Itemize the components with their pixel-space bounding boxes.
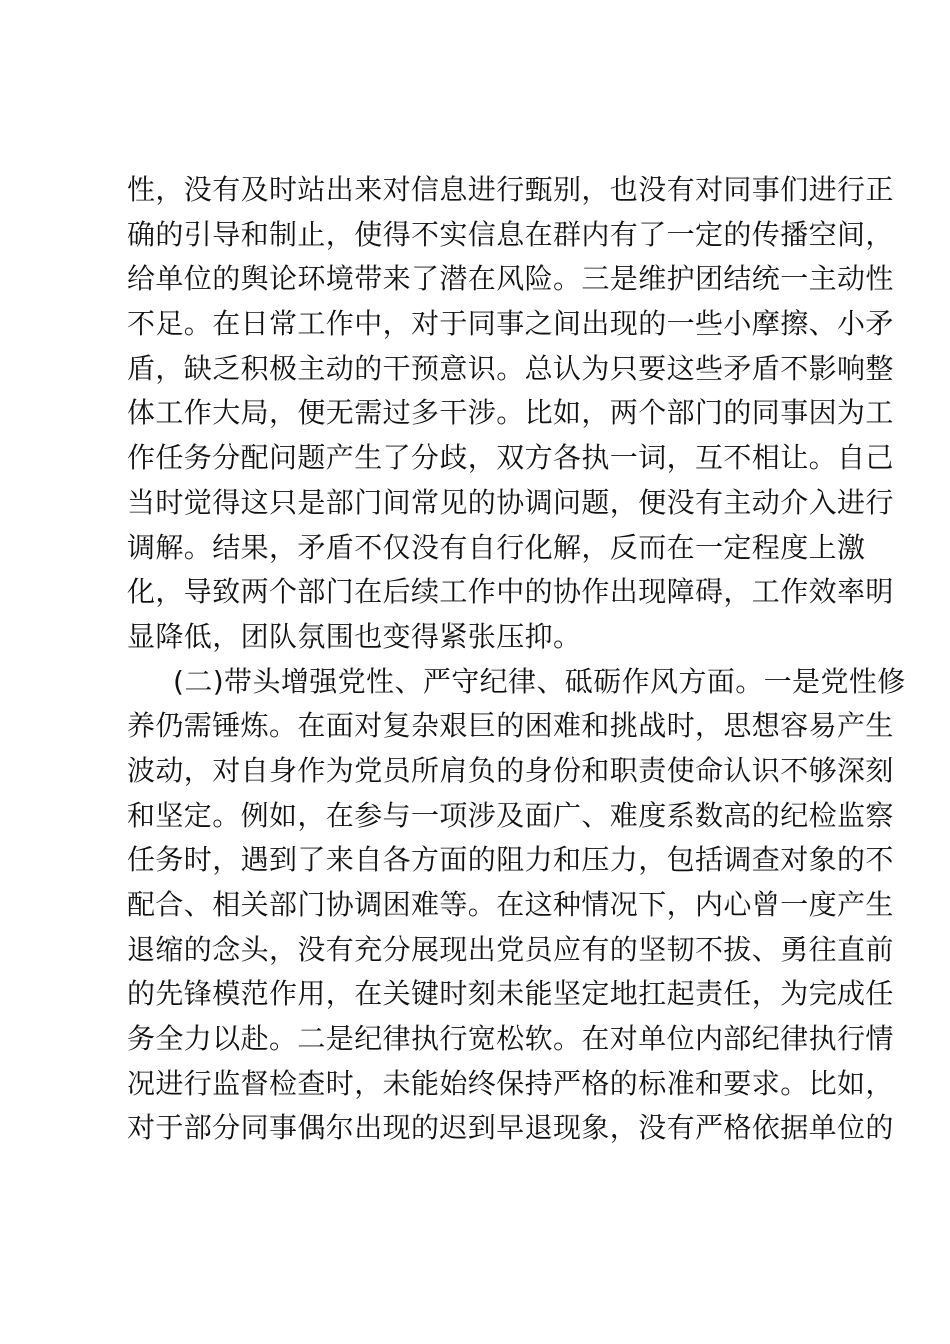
text-line: 务全力以赴。二是纪律执行宽松软。在对单位内部纪律执行情 xyxy=(127,1022,894,1056)
text-line: 给单位的舆论环境带来了潜在风险。三是维护团结统一主动性 xyxy=(127,262,894,296)
body-text xyxy=(127,168,906,1151)
text-line: 当时觉得这只是部门间常见的协调问题，便没有主动介入进行 xyxy=(127,485,894,519)
text-line: 调解。结果，矛盾不仅没有自行化解，反而在一定程度上激 xyxy=(127,530,866,564)
text-line: 性，没有及时站出来对信息进行甄别，也没有对同事们进行正 xyxy=(127,173,894,206)
paragraph-start-line: (二)带头增强党性、严守纪律、砥砺作风方面。一是党性修 xyxy=(173,664,906,698)
text-line: 养仍需锤炼。在面对复杂艰巨的困难和挑战时，思想容易产生 xyxy=(127,709,894,743)
text-line: 作任务分配问题产生了分歧，双方各执一词，互不相让。自己 xyxy=(127,441,894,475)
text-line: 和坚定。例如，在参与一项涉及面广、难度系数高的纪检监察 xyxy=(127,798,894,832)
text-line: 任务时，遇到了来自各方面的阻力和压力，包括调查对象的不 xyxy=(127,843,894,877)
text-line: 显降低，团队氛围也变得紧张压抑。 xyxy=(127,619,582,653)
text-line: 化，导致两个部门在后续工作中的协作出现障碍，工作效率明 xyxy=(127,575,894,609)
text-line: 的先锋模范作用，在关键时刻未能坚定地扛起责任，为完成任 xyxy=(127,977,894,1011)
text-line: 不足。在日常工作中，对于同事之间出现的一些小摩擦、小矛 xyxy=(127,307,894,341)
text-line: 盾，缺乏积极主动的干预意识。总认为只要这些矛盾不影响整 xyxy=(127,351,894,385)
text-line: 况进行监督检查时，未能始终保持严格的标准和要求。比如， xyxy=(127,1066,894,1100)
text-line: 对于部分同事偶尔出现的迟到早退现象，没有严格依据单位的 xyxy=(127,1111,894,1145)
text-line: 体工作大局，便无需过多干涉。比如，两个部门的同事因为工 xyxy=(127,396,894,430)
text-line: 退缩的念头，没有充分展现出党员应有的坚韧不拔、勇往直前 xyxy=(127,932,894,966)
text-line: 配合、相关部门协调困难等。在这种情况下，内心曾一度产生 xyxy=(127,888,894,921)
text-line: 确的引导和制止，使得不实信息在群内有了一定的传播空间， xyxy=(127,217,894,251)
text-line: 波动，对自身作为党员所肩负的身份和职责使命认识不够深刻 xyxy=(127,753,894,787)
